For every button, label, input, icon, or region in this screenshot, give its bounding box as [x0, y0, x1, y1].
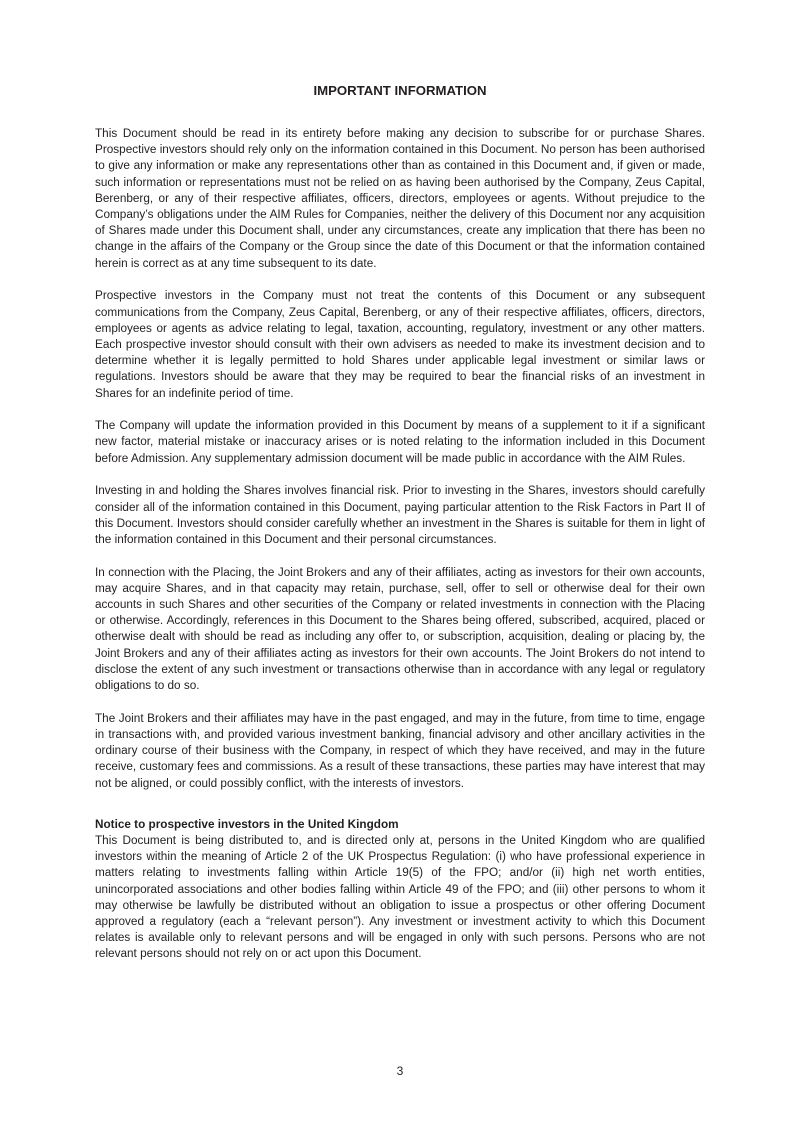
- page-title: IMPORTANT INFORMATION: [313, 83, 487, 98]
- paragraph-document-reading: This Document should be read in its entirety before making any decision to subscribe for or purchase Shares. Prospective investors should rely only on the information contained in this Document. No person has been authorised to give any information or make any representations other than as contained in this Document and, if given or made, such information or representations must not be relied on as having been authorised by the Company, Zeus Capital, Berenberg, or any of their respective affiliates, officers, directors, employees or agents. Without prejudice to the Company’s obligations under the AIM Rules for Companies, neither the delivery of this Document nor any acquisition of Shares made under this Document shall, under any circumstances, create any implication that there has been no change in the affairs of the Company or the Group since the date of this Document or that the information contained herein is correct as at any time subsequent to its date.: [95, 127, 705, 270]
- page-number: 3: [396, 1064, 404, 1078]
- paragraph-supplement: The Company will update the information provided in this Document by means of a supplement to it if a significant new factor, material mistake or inaccuracy arises or is noted relating to the information included in this Document before Admission. Any supplementary admission document will be made public in accordance with the AIM Rules.: [95, 419, 705, 465]
- paragraph-broker-affiliates: The Joint Brokers and their affiliates may have in the past engaged, and may in the future, from time to time, engage in transactions with, and provided various investment banking, financial advisory and other ancillary activities in the ordinary course of their business with the Company, in respect of which they have received, and may in the future receive, customary fees and commissions. As a result of these transactions, these parties may have interest that may not be aligned, or could possibly conflict, with the interests of investors.: [95, 711, 705, 790]
- paragraph-financial-risk: Investing in and holding the Shares involves financial risk. Prior to investing in the Shares, investors should carefully consider all of the information contained in this Document, paying particular attention to the Risk Factors in Part II of this Document. Investors should consider carefully whether an investment in the Shares is suitable for them in light of the information contained in this Document and their personal circumstances.: [95, 484, 705, 546]
- paragraph-no-advice: Prospective investors in the Company must not treat the contents of this Document or any subsequent communications from the Company, Zeus Capital, Berenberg, or any of their respective affiliates, officers, directors, employees or agents as advice relating to legal, taxation, accounting, regulatory, investment or any other matters. Each prospective investor should consult with their own advisers as needed to make its investment decision and to determine whether it is legally permitted to hold Shares under applicable legal investment or similar laws or regulations. Investors should be aware that they may be required to bear the financial risks of an investment in Shares for an indefinite period of time.: [95, 289, 705, 400]
- paragraph-placing-dealings: In connection with the Placing, the Joint Brokers and any of their affiliates, acting as investors for their own accounts, may acquire Shares, and in that capacity may retain, purchase, sell, offer to sell or otherwise deal for their own accounts in such Shares and other securities of the Company or related investments in connection with the Placing or otherwise. Accordingly, references in this Document to the Shares being offered, subscribed, acquired, placed or otherwise dealt with should be read as including any offer to, or subscription, acquisition, dealing or placing by, the Joint Brokers and any of their affiliates acting as investors for their own accounts. The Joint Brokers do not intend to disclose the extent of any such investment or transactions otherwise than in accordance with any legal or regulatory obligations to do so.: [95, 565, 705, 693]
- uk-notice-text: This Document is being distributed to, and is directed only at, persons in the United Kingdom who are qualified investors within the meaning of Article 2 of the UK Prospectus Regulation: (i) who have professional experience in matters relating to investments falling within Article 19(5) of the FPO; and/or (ii) high net worth entities, unincorporated associations and other bodies falling within Article 49 of the FPO; and (iii) other persons to whom it may otherwise be lawfully be distributed without an obligation to issue a prospectus or other offering Document approved a regulatory (each a “relevant person”). Any investment or investment activity to which this Document relates is available only to relevant persons and will be engaged in only with such persons. Persons who are not relevant persons should not rely on or act upon this Document.: [95, 834, 705, 961]
- document-page: [95, 83, 705, 979]
- uk-notice-heading: Notice to prospective investors in the United Kingdom: [95, 817, 399, 831]
